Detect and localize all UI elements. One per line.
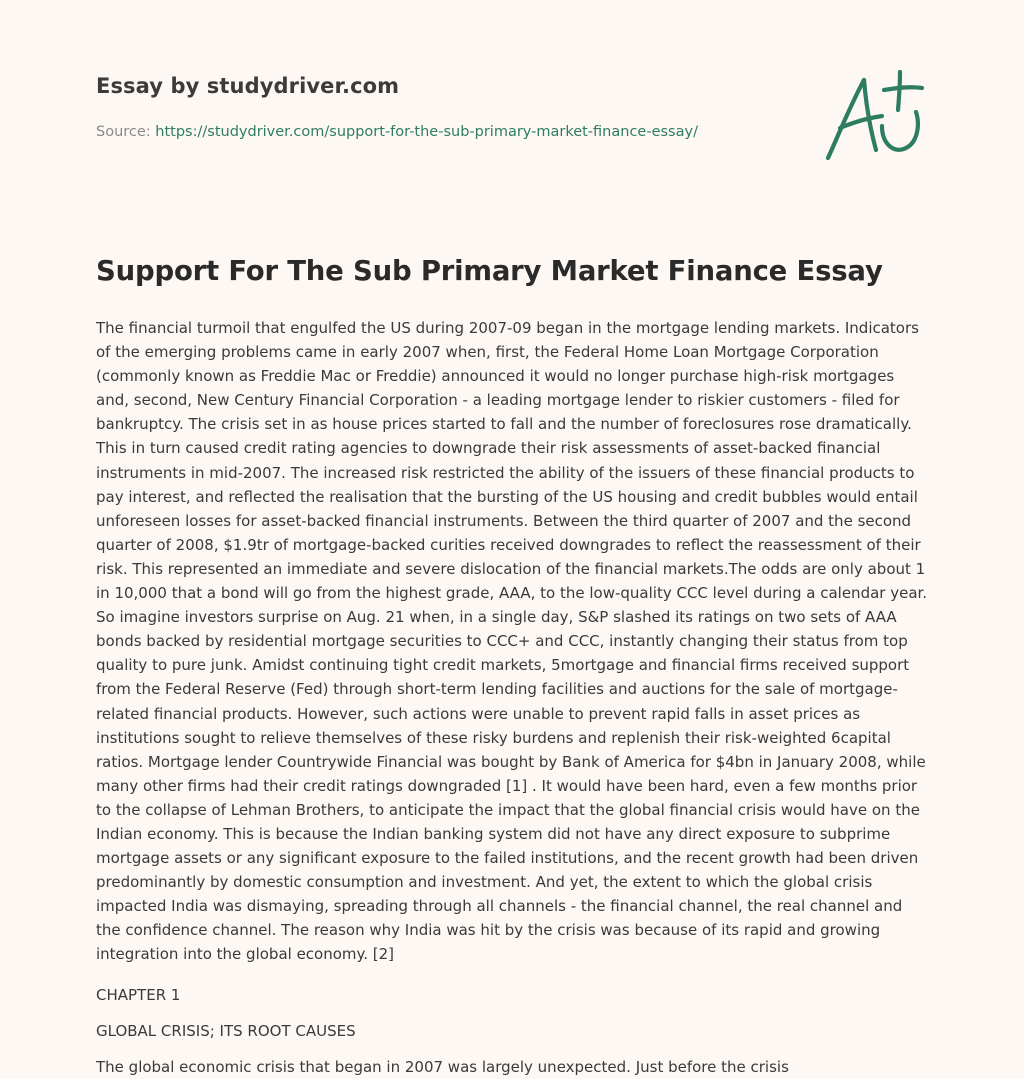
header (96, 74, 399, 98)
chapter-heading: CHAPTER 1 (96, 985, 181, 1004)
brand-title: Essay by studydriver.com (96, 74, 400, 98)
paragraph: The financial turmoil that engulfed the US during 2007-09 began in the mortgage lending markets. Indicators of the emerging problems came in early 2007 when, first, the Federal Home Loan Mortgage Corporation (commonly known as Freddie Mac or Freddie) announced it would no longer purchase high-risk mortgages and, second, New Century Financial Corporation - a leading mortgage lender to riskier customers - filed for bankruptcy. The crisis set in as house prices started to fall and the number of foreclosures rose dramatically. This in turn caused credit rating agencies to downgrade their risk assessments of asset-backed financial instruments in mid-2007. The increased risk restricted the ability of the issuers of these financial products to pay interest, and reflected the realisation that the bursting of the US housing and credit bubbles would entail unforeseen losses for asset-backed financial instruments. Between the third quarter of 2007 and the second quarter of 2008, $1.9tr of mortgage-backed curities received downgrades to reflect the reassessment of their risk. This represented an immediate and severe dislocation of the financial markets.The odds are only about 1 in 10,000 that a bond will go from the highest grade, AAA, to the low-quality CCC level during a calendar year. So imagine investors surprise on Aug. 21 when, in a single day, S&P slashed its ratings on two sets of AAA bonds backed by residential mortgage securities to CCC+ and CCC, instantly changing their status from top quality to pure junk. Amidst continuing tight credit markets, 5mortgage and financial firms received support from the Federal Reserve (Fed) through short-term lending facilities and auctions for the sale of mortgage-related financial products. However, such actions were unable to prevent rapid falls in asset prices as institutions sought to relieve themselves of these risky burdens and replenish their risk-weighted 6capital ratios. Mortgage lender Countrywide Financial was bought by Bank of America for $4bn in January 2008, while many other firms had their credit ratings downgraded [1] . It would have been hard, even a few months prior to the collapse of Lehman Brothers, to anticipate the impact that the global financial crisis would have on the Indian economy. This is because the Indian banking system did not have any direct exposure to subprime mortgage assets or any significant exposure to the failed institutions, and the recent growth had been driven predominantly by domestic consumption and investment. And yet, the extent to which the global crisis impacted India was dismaying, spreading through all channels - the financial channel, the real channel and the confidence channel. The reason why India was hit by the crisis was because of its rapid and growing integration into the global economy. [2] (96, 319, 928, 964)
article-body (96, 316, 930, 1079)
source-link[interactable]: https://studydriver.com/support-for-the-sub-primary-market-finance-essay/ (155, 124, 698, 140)
source-line (96, 124, 698, 140)
section-heading: GLOBAL CRISIS; ITS ROOT CAUSES (96, 1021, 356, 1040)
paragraph: The global economic crisis that began in 2007 was largely unexpected. Just before the crisis (96, 1057, 789, 1076)
source-label: Source: (96, 124, 156, 140)
page-title: Support For The Sub Primary Market Finance Essay (96, 255, 883, 287)
a-plus-logo-icon (820, 66, 930, 166)
